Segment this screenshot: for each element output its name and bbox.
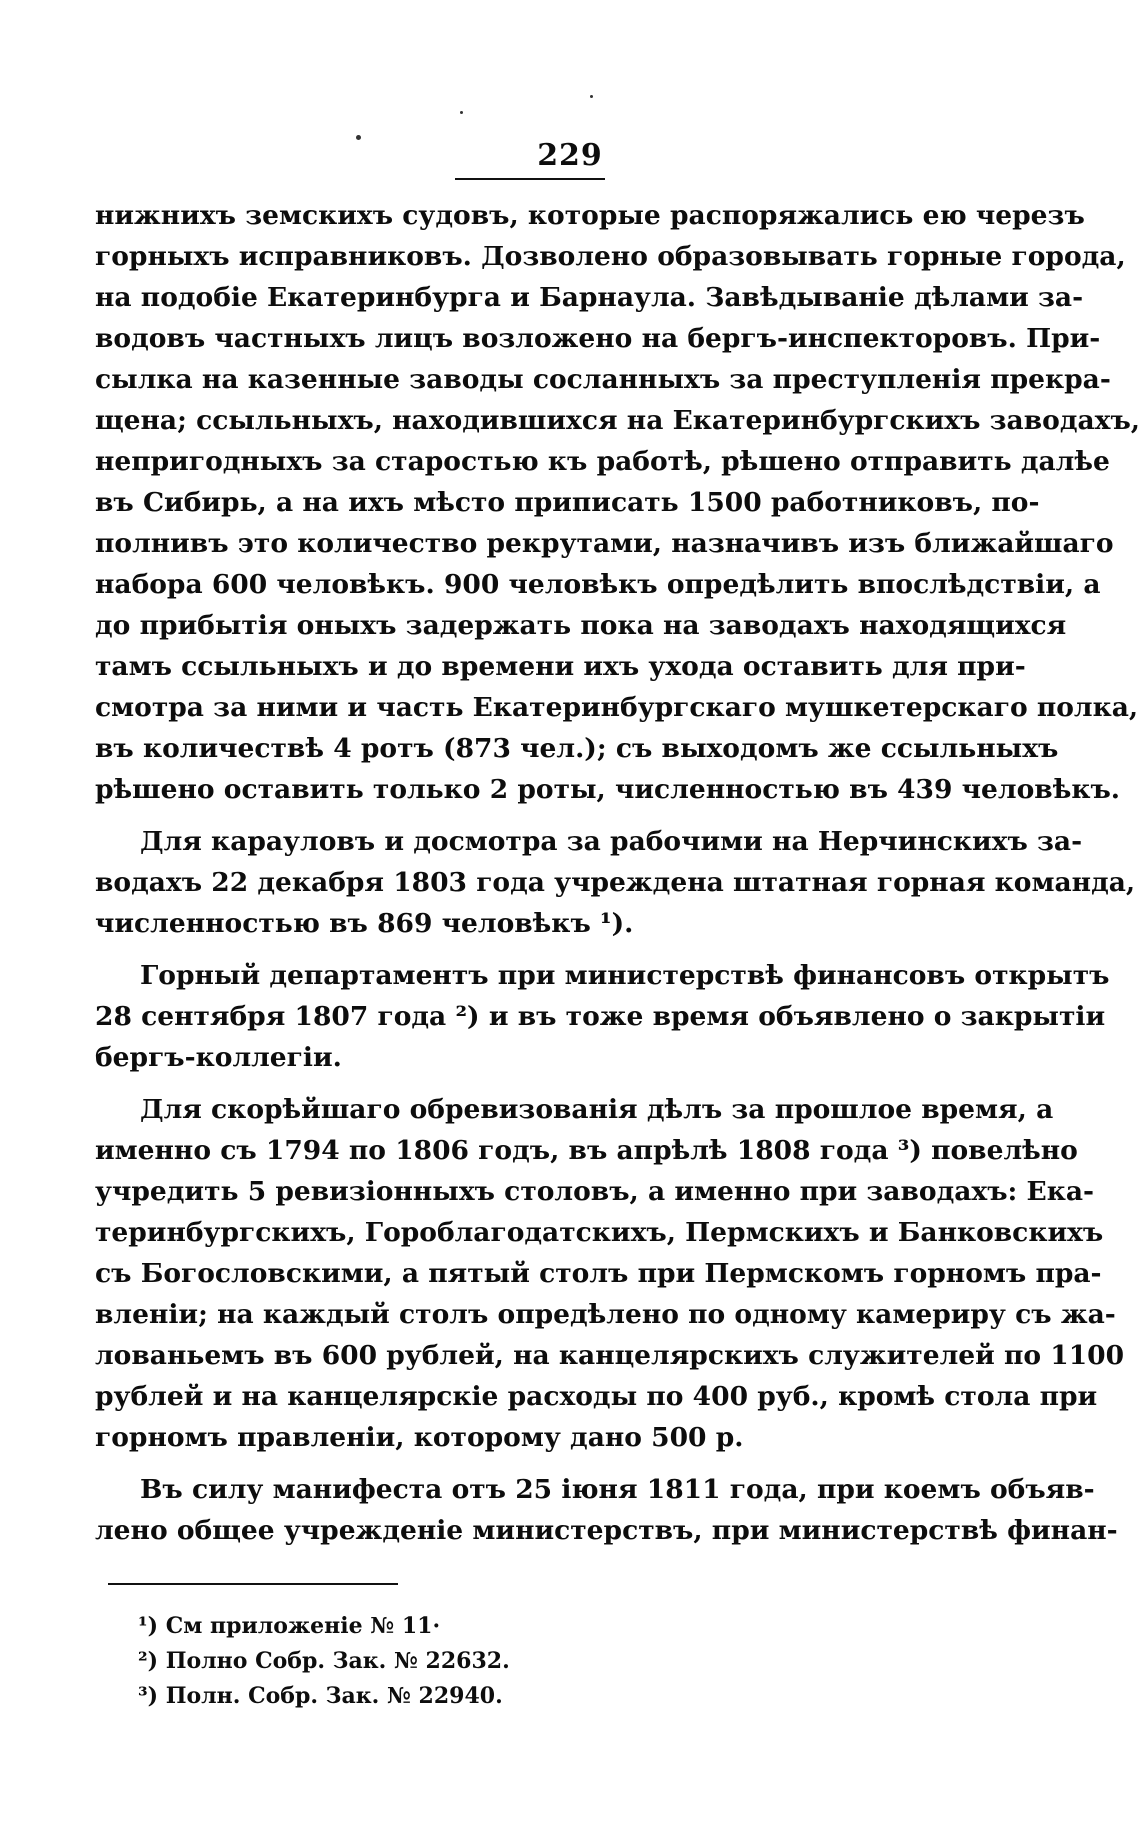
text-line: учредить 5 ревизіонныхъ столовъ, а именно при заводахъ: Ека- xyxy=(95,1176,1095,1207)
text-line: нижнихъ земскихъ судовъ, которые распоряжались ею черезъ xyxy=(95,200,1085,231)
text-line: именно съ 1794 по 1806 годъ, въ апрѣлѣ 1808 года ³) повелѣно xyxy=(95,1135,1078,1166)
text-line: вленіи; на каждый столъ опредѣлено по одному камериру съ жа- xyxy=(95,1299,1116,1330)
text-line: рублей и на канцелярскіе расходы по 400 руб., кромѣ стола при xyxy=(95,1381,1098,1412)
text-line: водовъ частныхъ лицъ возложено на бергъ-инспекторовъ. При- xyxy=(95,323,1101,354)
text-line: бергъ-коллегіи. xyxy=(95,1042,342,1073)
paragraph-start-line: Горный департаментъ при министерствѣ финансовъ открытъ xyxy=(140,960,1110,991)
text-line: водахъ 22 декабря 1803 года учреждена штатная горная команда, xyxy=(95,867,1136,898)
footnote: ¹) См приложеніе № 11· xyxy=(138,1613,441,1639)
text-line: на подобіе Екатеринбурга и Барнаула. Завѣдываніе дѣлами за- xyxy=(95,282,1084,313)
text-line: сылка на казенные заводы сосланныхъ за преступленія прекра- xyxy=(95,364,1111,395)
text-line: рѣшено оставить только 2 роты, численностью въ 439 человѣкъ. xyxy=(95,774,1121,805)
text-line: численностью въ 869 человѣкъ ¹). xyxy=(95,908,634,939)
text-line: горныхъ исправниковъ. Дозволено образовывать горные города, xyxy=(95,241,1126,272)
scan-speck xyxy=(460,111,463,114)
text-line: теринбургскихъ, Гороблагодатскихъ, Пермскихъ и Банковскихъ xyxy=(95,1217,1104,1248)
text-line: полнивъ это количество рекрутами, назначивъ изъ ближайшаго xyxy=(95,528,1114,559)
footnote: ³) Полн. Собр. Зак. № 22940. xyxy=(138,1683,503,1709)
scan-speck xyxy=(590,95,593,98)
text-line: съ Богословскими, а пятый столъ при Пермскомъ горномъ пра- xyxy=(95,1258,1102,1289)
paragraph-start-line: Для карауловъ и досмотра за рабочими на Нерчинскихъ за- xyxy=(140,826,1083,857)
footnote-separator xyxy=(108,1583,398,1585)
text-line: горномъ правленіи, которому дано 500 р. xyxy=(95,1422,744,1453)
text-line: въ Сибирь, а на ихъ мѣсто приписать 1500 работниковъ, по- xyxy=(95,487,1040,518)
paragraph-start-line: Въ силу манифеста отъ 25 іюня 1811 года, при коемъ объяв- xyxy=(140,1474,1095,1505)
page-number: 229 xyxy=(537,138,603,173)
text-line: непригодныхъ за старостью къ работѣ, рѣшено отправить далѣе xyxy=(95,446,1110,477)
text-line: до прибытія оныхъ задержать пока на заводахъ находящихся xyxy=(95,610,1067,641)
text-line: лено общее учрежденіе министерствъ, при министерствѣ финан- xyxy=(95,1515,1118,1546)
text-line: щена; ссыльныхъ, находившихся на Екатеринбургскихъ заводахъ, xyxy=(95,405,1140,436)
paragraph-start-line: Для скорѣйшаго обревизованія дѣлъ за прошлое время, а xyxy=(140,1094,1054,1125)
text-line: лованьемъ въ 600 рублей, на канцелярскихъ служителей по 1100 xyxy=(95,1340,1125,1371)
text-line: смотра за ними и часть Екатеринбургскаго мушкетерскаго полка, xyxy=(95,692,1139,723)
text-line: въ количествѣ 4 ротъ (873 чел.); съ выходомъ же ссыльныхъ xyxy=(95,733,1059,764)
page-number-rule xyxy=(455,178,605,180)
text-line: тамъ ссыльныхъ и до времени ихъ ухода оставить для при- xyxy=(95,651,1026,682)
text-line: набора 600 человѣкъ. 900 человѣкъ опредѣлить впослѣдствіи, а xyxy=(95,569,1101,600)
footnote: ²) Полно Собр. Зак. № 22632. xyxy=(138,1648,510,1674)
text-line: 28 сентября 1807 года ²) и въ тоже время объявлено о закрытіи xyxy=(95,1001,1106,1032)
